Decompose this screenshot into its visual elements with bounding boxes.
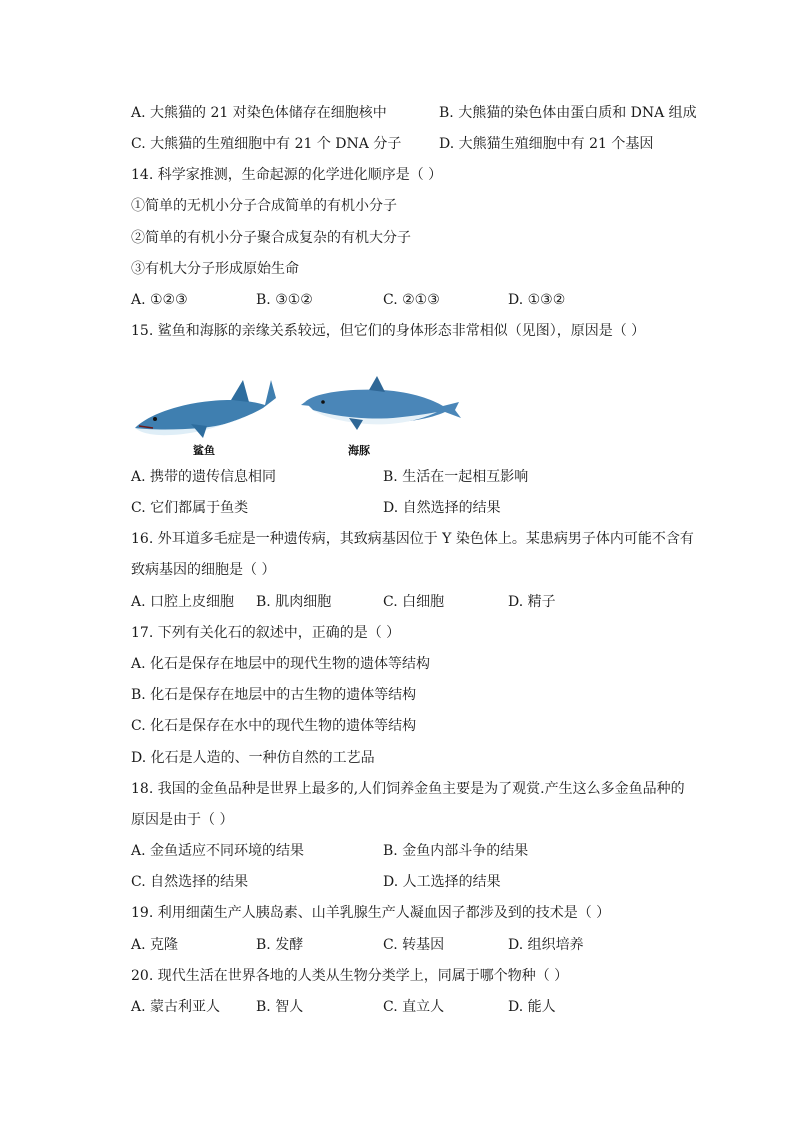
q14-option-d: D. ①③②: [508, 292, 566, 308]
q20-option-d: D. 能人: [508, 999, 556, 1015]
q17-option-b: B. 化石是保存在地层中的古生物的遗体等结构: [131, 687, 417, 703]
q19-option-c: C. 转基因: [383, 937, 445, 953]
q14-statement-1: ①简单的无机小分子合成简单的有机小分子: [131, 198, 397, 214]
shark-dolphin-figure: [131, 372, 461, 464]
q13-option-b: B. 大熊猫的染色体由蛋白质和 DNA 组成: [439, 105, 697, 121]
q20-option-b: B. 智人: [256, 999, 304, 1015]
q16-stem-line1: 16. 外耳道多毛症是一种遗传病，其致病基因位于 Y 染色体上。某患病男子体内可能不含有: [131, 531, 694, 547]
shark-caption: 鲨鱼: [193, 444, 215, 457]
q19-stem: 19. 利用细菌生产人胰岛素、山羊乳腺生产人凝血因子都涉及到的技术是（ ）: [131, 905, 611, 921]
q16-stem-line2: 致病基因的细胞是（ ）: [131, 562, 276, 578]
q18-stem-line2: 原因是由于（ ）: [131, 812, 234, 828]
q19-option-d: D. 组织培养: [508, 937, 584, 953]
shark-illustration: [131, 372, 461, 442]
q18-option-d: D. 人工选择的结果: [383, 874, 501, 890]
q18-option-c: C. 自然选择的结果: [131, 874, 249, 890]
q16-option-b: B. 肌肉细胞: [256, 594, 332, 610]
q14-stem: 14. 科学家推测，生命起源的化学进化顺序是（ ）: [131, 167, 443, 183]
q20-option-a: A. 蒙古利亚人: [131, 999, 221, 1015]
q15-option-a: A. 携带的遗传信息相同: [131, 469, 277, 485]
q18-option-a: A. 金鱼适应不同环境的结果: [131, 843, 305, 859]
dolphin-caption: 海豚: [348, 444, 370, 457]
q14-statement-3: ③有机大分子形成原始生命: [131, 261, 299, 277]
q17-stem: 17. 下列有关化石的叙述中，正确的是（ ）: [131, 625, 401, 641]
q20-option-c: C. 直立人: [383, 999, 445, 1015]
q16-option-a: A. 口腔上皮细胞: [131, 594, 235, 610]
q17-option-d: D. 化石是人造的、一种仿自然的工艺品: [131, 750, 375, 766]
q18-stem-line1: 18. 我国的金鱼品种是世界上最多的,人们饲养金鱼主要是为了观赏.产生这么多金鱼品种的: [131, 781, 685, 797]
q15-option-c: C. 它们都属于鱼类: [131, 500, 249, 516]
q18-option-b: B. 金鱼内部斗争的结果: [383, 843, 529, 859]
q15-option-d: D. 自然选择的结果: [383, 500, 501, 516]
q13-option-a: A. 大熊猫的 21 对染色体储存在细胞核中: [131, 105, 387, 121]
q15-stem: 15. 鲨鱼和海豚的亲缘关系较远，但它们的身体形态非常相似（见图），原因是（ ）: [131, 323, 646, 339]
q14-option-b: B. ③①②: [256, 292, 313, 308]
q14-option-c: C. ②①③: [383, 292, 440, 308]
q16-option-c: C. 白细胞: [383, 594, 445, 610]
q20-stem: 20. 现代生活在世界各地的人类从生物分类学上，同属于哪个物种（ ）: [131, 968, 569, 984]
q16-option-d: D. 精子: [508, 594, 556, 610]
q19-option-b: B. 发酵: [256, 937, 304, 953]
q19-option-a: A. 克隆: [131, 937, 179, 953]
q17-option-a: A. 化石是保存在地层中的现代生物的遗体等结构: [131, 656, 431, 672]
q14-option-a: A. ①②③: [131, 292, 188, 308]
q17-option-c: C. 化石是保存在水中的现代生物的遗体等结构: [131, 718, 417, 734]
q15-option-b: B. 生活在一起相互影响: [383, 469, 529, 485]
q14-statement-2: ②简单的有机小分子聚合成复杂的有机大分子: [131, 230, 411, 246]
q13-option-c: C. 大熊猫的生殖细胞中有 21 个 DNA 分子: [131, 136, 402, 152]
q13-option-d: D. 大熊猫生殖细胞中有 21 个基因: [439, 136, 654, 152]
